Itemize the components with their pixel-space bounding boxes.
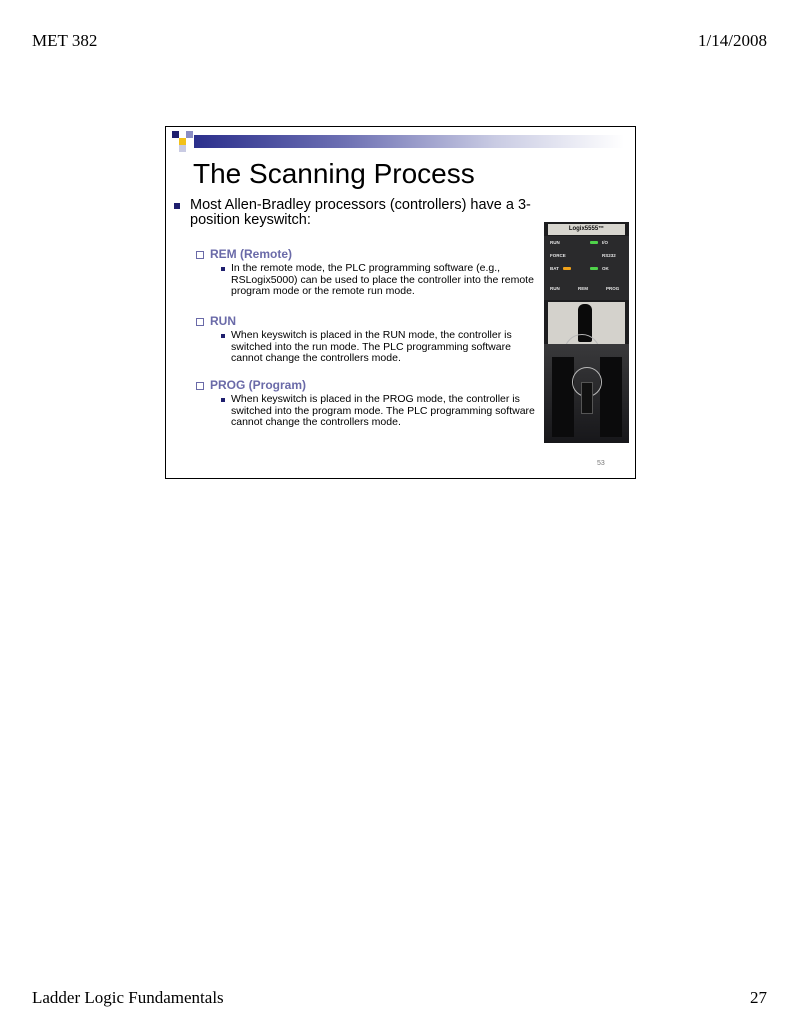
indicator-label-io: I/O [602,240,609,245]
slide-frame [165,126,636,479]
indicator-label-force: FORCE [550,253,566,258]
key-position-rem: REM [578,286,588,291]
page-number: 27 [750,988,767,1007]
hollow-square-bullet-icon [196,382,204,390]
mode-item-rem [196,247,536,298]
slide-number: 53 [597,460,605,467]
page-footer-title: Ladder Logic Fundamentals [32,988,224,1007]
page-header-date: 1/14/2008 [698,31,767,50]
small-square-bullet-icon [221,398,225,402]
decoration-square [172,131,179,138]
main-bullet-text: Most Allen-Bradley processors (controllers) have a 3-position keyswitch: [190,197,531,228]
chassis-slot [552,357,574,437]
hollow-square-bullet-icon [196,318,204,326]
indicator-label-rs232: RS232 [602,253,616,258]
mode-detail: In the remote mode, the PLC programming software (e.g., RSLogix5000) can be used to place the controller into the remote program mode or the remote run mode. [221,263,536,298]
indicator-label-ok: OK [602,266,609,271]
mode-item-prog [196,378,536,429]
small-square-bullet-icon [221,267,225,271]
bullet-square-icon [174,203,180,209]
page-header-course: MET 382 [32,31,98,50]
indicator-label-bat: BAT [550,266,559,271]
mode-item-run [196,314,536,365]
mode-detail: When keyswitch is placed in the PROG mode, the controller is switched into the program mode. The PLC programming software cannot change the controllers mode. [221,394,536,429]
title-decoration-bar [194,135,624,148]
bat-led-icon [563,267,571,270]
mode-detail: When keyswitch is placed in the RUN mode, the controller is switched into the run mode. The PLC programming software cannot change the controllers mode. [221,330,536,365]
io-led-icon [590,241,598,244]
chassis-slot [600,357,622,437]
small-square-bullet-icon [221,334,225,338]
ok-led-icon [590,267,598,270]
hollow-square-bullet-icon [196,251,204,259]
mode-heading: PROG (Program) [196,378,536,393]
status-indicator-panel [544,236,629,300]
spare-key-icon [581,382,593,414]
indicator-label-run: RUN [550,240,560,245]
decoration-square [179,145,186,152]
key-position-prog: PROG [606,286,620,291]
controller-photo [544,222,629,443]
decoration-square [186,131,193,138]
controller-model-label: Logix5555™ [548,224,625,235]
slide-title: The Scanning Process [193,158,475,189]
key-position-run: RUN [550,286,560,291]
decoration-square [179,138,186,145]
mode-heading: RUN [196,314,536,329]
mode-heading: REM (Remote) [196,247,536,262]
